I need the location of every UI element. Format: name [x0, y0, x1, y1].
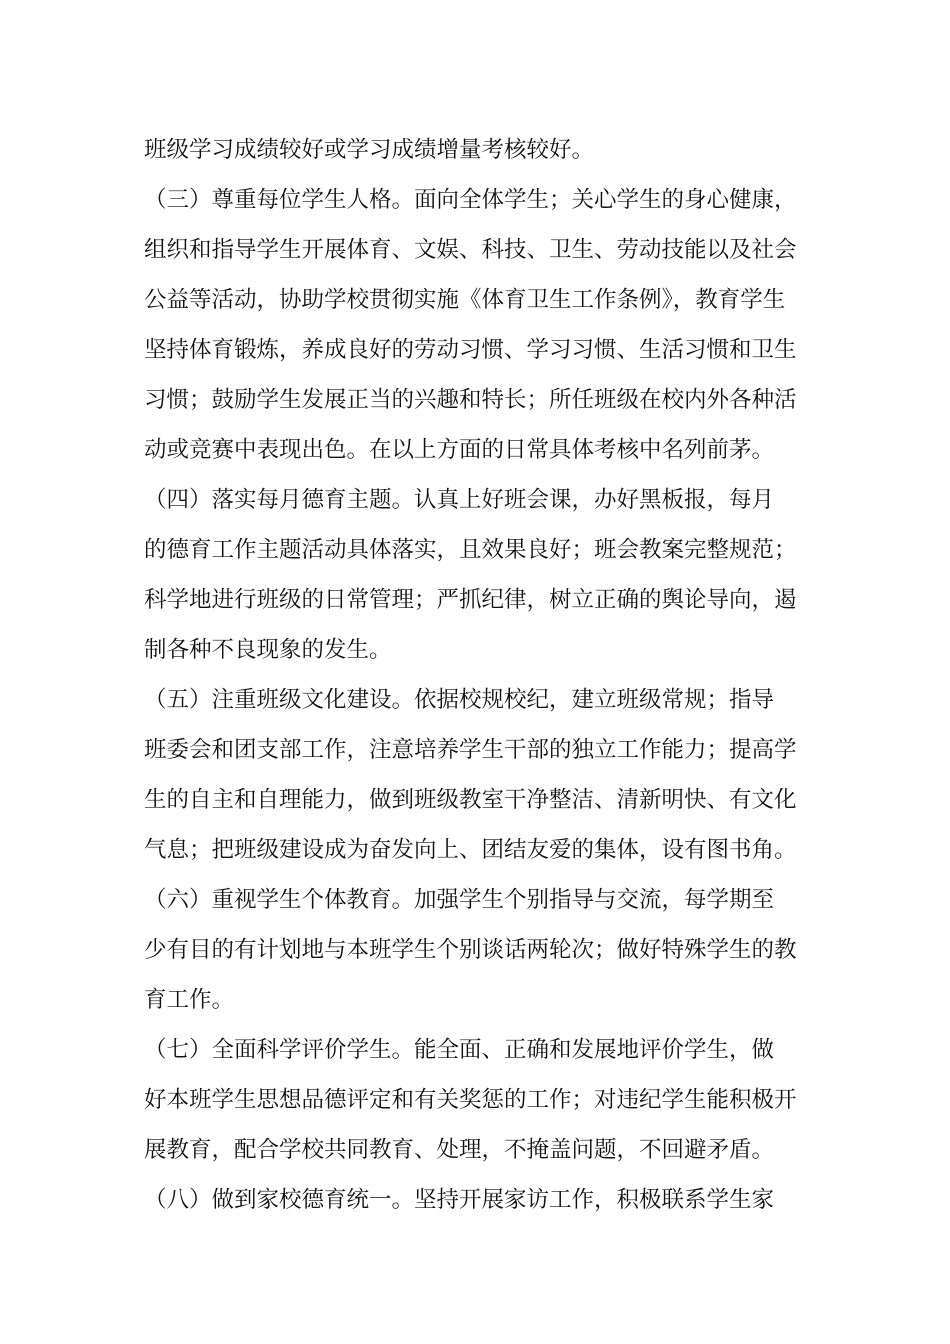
text-line: 组织和指导学生开展体育、文娱、科技、卫生、劳动技能以及社会	[144, 237, 797, 263]
text-line: 班委会和团支部工作，注意培养学生干部的独立工作能力；提高学	[144, 737, 797, 763]
paragraph-start-line: （七）全面科学评价学生。能全面、正确和发展地评价学生，做	[144, 1037, 775, 1063]
paragraph-start-line: （八）做到家校德育统一。坚持开展家访工作，积极联系学生家	[144, 1187, 775, 1213]
text-line: 班级学习成绩较好或学习成绩增量考核较好。	[144, 137, 595, 163]
text-line: 坚持体育锻炼，养成良好的劳动习惯、学习习惯、生活习惯和卫生	[144, 337, 797, 363]
text-line: 气息；把班级建设成为奋发向上、团结友爱的集体，设有图书角。	[144, 837, 797, 863]
text-line: 生的自主和自理能力，做到班级教室干净整洁、清新明快、有文化	[144, 787, 797, 813]
paragraph-start-line: （三）尊重每位学生人格。面向全体学生；关心学生的身心健康，	[144, 187, 797, 213]
text-line: 展教育，配合学校共同教育、处理，不掩盖问题，不回避矛盾。	[144, 1137, 775, 1163]
paragraph-start-line: （六）重视学生个体教育。加强学生个别指导与交流，每学期至	[144, 887, 775, 913]
text-line: 科学地进行班级的日常管理；严抓纪律，树立正确的舆论导向，遏	[144, 587, 797, 613]
text-line: 习惯；鼓励学生发展正当的兴趣和特长；所任班级在校内外各种活	[144, 387, 797, 413]
text-line: 的德育工作主题活动具体落实，且效果良好；班会教案完整规范；	[144, 537, 797, 563]
paragraph-start-line: （四）落实每月德育主题。认真上好班会课，办好黑板报，每月	[144, 487, 775, 513]
text-line: 好本班学生思想品德评定和有关奖惩的工作；对违纪学生能积极开	[144, 1087, 797, 1113]
text-line: 育工作。	[144, 987, 235, 1013]
text-line: 动或竞赛中表现出色。在以上方面的日常具体考核中名列前茅。	[144, 437, 775, 463]
text-line: 少有目的有计划地与本班学生个别谈话两轮次；做好特殊学生的教	[144, 937, 797, 963]
text-line: 公益等活动，协助学校贯彻实施《体育卫生工作条例》，教育学生	[144, 287, 786, 313]
paragraph-start-line: （五）注重班级文化建设。依据校规校纪，建立班级常规；指导	[144, 687, 775, 713]
text-line: 制各种不良现象的发生。	[144, 637, 392, 663]
